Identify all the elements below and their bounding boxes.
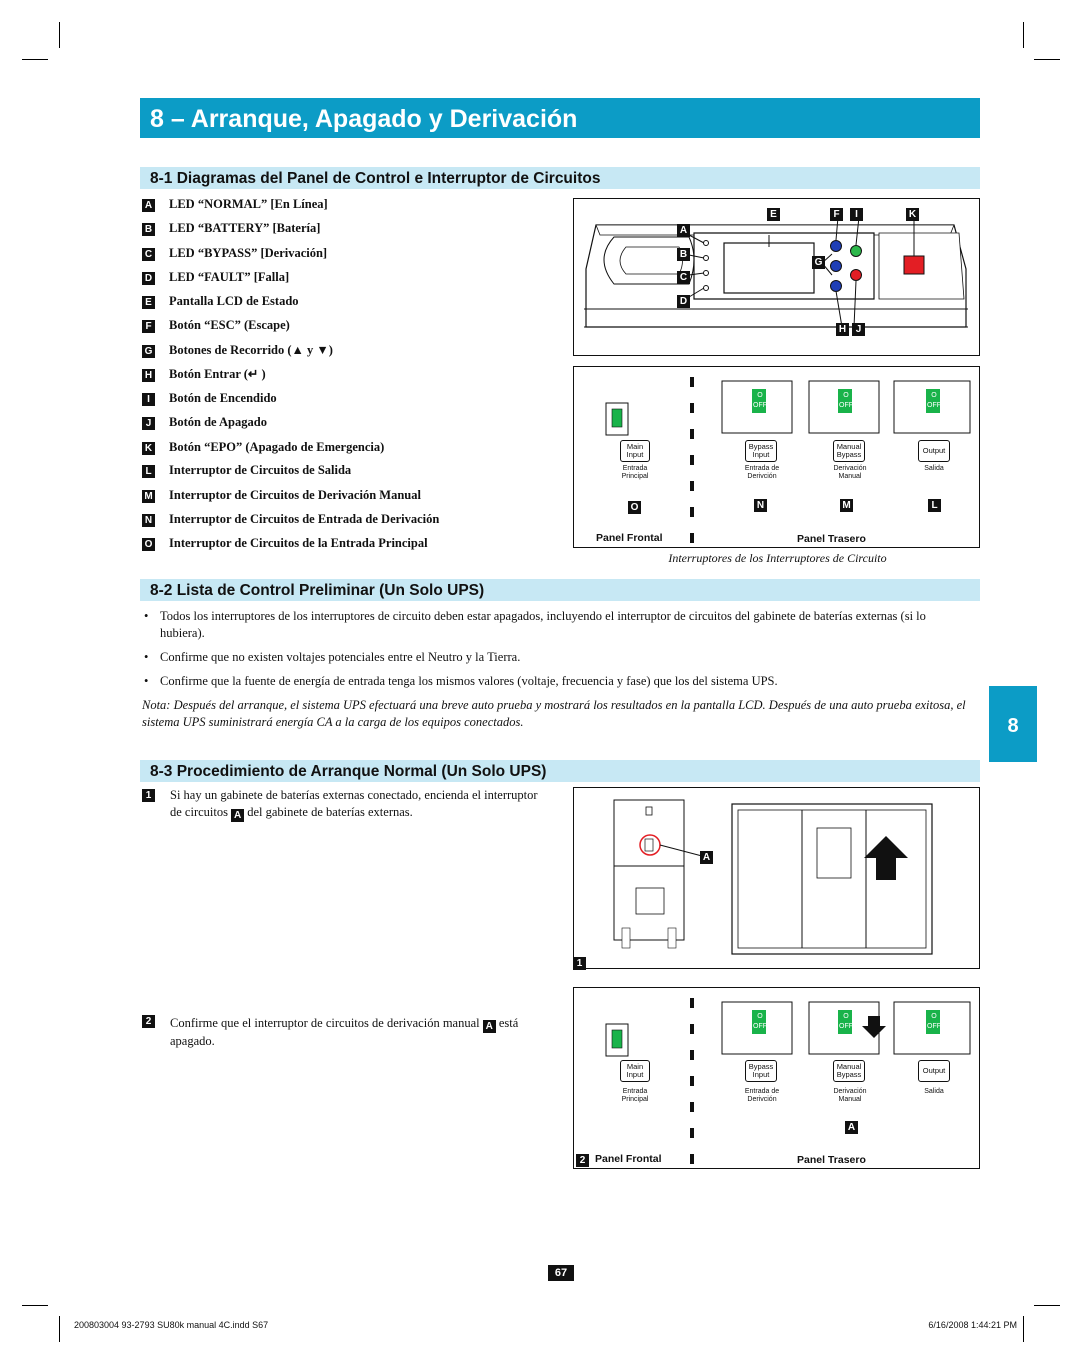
legend-item bbox=[142, 246, 327, 262]
rear-panel-label: Panel Trasero bbox=[797, 533, 866, 545]
legend-item bbox=[142, 270, 289, 286]
section-heading-8-3: 8-3 Procedimiento de Arranque Normal (Un Solo UPS) bbox=[140, 760, 980, 782]
legend-item bbox=[142, 318, 290, 334]
crop-mark bbox=[1023, 1316, 1024, 1342]
note-text: Nota: Después del arranque, el sistema UPS efectuará una breve auto prueba y mostrará los resultados en la pantalla LCD. Después de una auto prueba exitosa, el sistema UPS suministrará energía CA a la carga de los equipos conectados. bbox=[142, 698, 966, 729]
output-switch-on: O bbox=[931, 392, 937, 399]
legend-label: Pantalla LCD de Estado bbox=[169, 294, 299, 308]
legend-key: K bbox=[142, 442, 155, 455]
legend-item bbox=[142, 391, 277, 407]
legend-item bbox=[142, 512, 439, 528]
main-input-caption: Entrada Principal bbox=[621, 465, 649, 480]
figure-caption: Interruptores de los Interruptores de Circuito bbox=[668, 551, 887, 565]
legend-label: Botón de Encendido bbox=[169, 391, 277, 405]
checklist-bullet: • Confirme que no existen voltajes potenciales entre el Neutro y la Tierra. bbox=[142, 649, 972, 666]
legend-key: F bbox=[142, 320, 155, 333]
step-number: 1 bbox=[142, 789, 155, 802]
breaker-label-n: N bbox=[754, 499, 767, 512]
crop-mark bbox=[1023, 22, 1024, 48]
legend-item bbox=[142, 221, 320, 237]
step-number: 2 bbox=[142, 1015, 155, 1028]
output-caption: Salida bbox=[924, 465, 944, 472]
legend-item bbox=[142, 343, 333, 359]
page-title: 8 – Arranque, Apagado y Derivación bbox=[140, 98, 980, 138]
panel-label-c: C bbox=[677, 271, 690, 284]
legend-item bbox=[142, 415, 267, 431]
output-switch-on-2: O bbox=[931, 1013, 937, 1020]
panel-label-f: F bbox=[830, 208, 843, 221]
legend-item bbox=[142, 463, 351, 479]
breaker-label-o: O bbox=[628, 501, 641, 514]
panel-label-i: I bbox=[850, 208, 863, 221]
battery-cabinet-drawing bbox=[574, 788, 978, 967]
bypass-switch-on-2: O bbox=[757, 1013, 763, 1020]
rear-panel-label-2: Panel Trasero bbox=[797, 1154, 866, 1166]
legend-label: LED “BYPASS” [Derivación] bbox=[169, 246, 328, 260]
panel-label-b: B bbox=[677, 248, 690, 261]
crop-mark bbox=[59, 22, 60, 48]
section-heading-8-2: 8-2 Lista de Control Preliminar (Un Solo UPS) bbox=[140, 579, 980, 601]
figure-2-label-a: A bbox=[845, 1121, 858, 1134]
legend-item bbox=[142, 440, 384, 456]
legend-label: Botón Entrar (↵ ) bbox=[169, 367, 266, 381]
legend-item bbox=[142, 488, 421, 504]
footer-file-info: 200803004 93-2793 SU80k manual 4C.indd S67 bbox=[74, 1320, 269, 1330]
step-1-text-a: Si hay un gabinete de baterías externas conectado, encienda el interruptor de circuitos bbox=[170, 788, 538, 819]
footer-timestamp: 6/16/2008 1:44:21 PM bbox=[928, 1320, 1017, 1330]
legend-label: Botón de Apagado bbox=[169, 415, 267, 429]
legend-label: Botón “ESC” (Escape) bbox=[169, 318, 290, 332]
step-2-key: A bbox=[483, 1020, 496, 1033]
chapter-tab: 8 bbox=[989, 686, 1037, 762]
legend-key: M bbox=[142, 490, 155, 503]
legend-key: O bbox=[142, 538, 155, 551]
legend-label: Interruptor de Circuitos de Salida bbox=[169, 463, 352, 477]
page-number: 67 bbox=[548, 1265, 574, 1281]
legend-label: LED “BATTERY” [Batería] bbox=[169, 221, 321, 235]
manual-switch-off-2: OFF bbox=[839, 1023, 853, 1030]
front-panel-label-2: Panel Frontal bbox=[595, 1153, 662, 1165]
output-label: Output bbox=[918, 440, 950, 462]
legend-key: A bbox=[142, 199, 155, 212]
manual-switch-on: O bbox=[843, 392, 849, 399]
bypass-switch-off: OFF bbox=[753, 402, 767, 409]
battery-cabinet-figure bbox=[573, 787, 980, 969]
manual-bypass-caption: Derivación Manual bbox=[833, 465, 867, 480]
control-panel-diagram bbox=[573, 198, 980, 356]
step-2-text-b: está apagado. bbox=[170, 1016, 519, 1048]
legend-key: I bbox=[142, 393, 155, 406]
bypass-switch-off-2: OFF bbox=[753, 1023, 767, 1030]
output-switch-off-2: OFF bbox=[927, 1023, 941, 1030]
main-input-label-2: Main Input bbox=[620, 1060, 650, 1082]
figure-1-number: 1 bbox=[573, 957, 586, 970]
output-caption-2: Salida bbox=[924, 1088, 944, 1095]
bypass-input-label: Bypass Input bbox=[745, 440, 777, 462]
legend-label: Interruptor de Circuitos de Entrada de Derivación bbox=[169, 512, 440, 526]
legend-key: N bbox=[142, 514, 155, 527]
legend-label: LED “NORMAL” [En Línea] bbox=[169, 197, 328, 211]
main-input-caption-2: Entrada Principal bbox=[621, 1088, 649, 1103]
bypass-input-caption: Entrada de Derivción bbox=[744, 465, 780, 480]
panel-label-d: D bbox=[677, 295, 690, 308]
panel-label-j: J bbox=[852, 323, 865, 336]
manual-bypass-label-2: Manual Bypass bbox=[833, 1060, 865, 1082]
output-switch-off: OFF bbox=[927, 402, 941, 409]
crop-mark bbox=[59, 1316, 60, 1342]
legend-label: LED “FAULT” [Falla] bbox=[169, 270, 290, 284]
section-heading-8-1: 8-1 Diagramas del Panel de Control e Interruptor de Circuitos bbox=[140, 167, 980, 189]
panel-label-e: E bbox=[767, 208, 780, 221]
step-1-text bbox=[170, 787, 540, 822]
panel-label-h: H bbox=[836, 323, 849, 336]
checklist-bullet: • Confirme que la fuente de energía de entrada tenga los mismos valores (voltaje, frecuencia y fase) que los del sistema UPS. bbox=[142, 673, 972, 690]
manual-switch-on-2: O bbox=[843, 1013, 849, 1020]
breaker-label-m: M bbox=[840, 499, 853, 512]
legend-item bbox=[142, 367, 266, 383]
legend-key: C bbox=[142, 248, 155, 261]
legend-key: G bbox=[142, 345, 155, 358]
legend-key: H bbox=[142, 369, 155, 382]
panel-label-g: G bbox=[812, 256, 825, 269]
crop-mark bbox=[1034, 1305, 1060, 1306]
step-2-text bbox=[170, 1015, 550, 1050]
crop-mark bbox=[1034, 59, 1060, 60]
main-input-label: Main Input bbox=[620, 440, 650, 462]
output-label-2: Output bbox=[918, 1060, 950, 1082]
checklist-bullet: • Todos los interruptores de los interruptores de circuito deben estar apagados, incluyendo el interruptor de circuitos del gabinete de baterías externas (si lo hubiera). bbox=[142, 608, 972, 642]
front-panel-label: Panel Frontal bbox=[596, 532, 663, 544]
breaker-label-l: L bbox=[928, 499, 941, 512]
crop-mark bbox=[22, 1305, 48, 1306]
step-2-text-a: Confirme que el interruptor de circuitos de derivación manual bbox=[170, 1016, 480, 1030]
legend-item bbox=[142, 536, 428, 552]
crop-mark bbox=[22, 59, 48, 60]
legend-key: E bbox=[142, 296, 155, 309]
legend-key: D bbox=[142, 272, 155, 285]
panel-label-a: A bbox=[677, 224, 690, 237]
figure-2-number: 2 bbox=[576, 1154, 589, 1167]
legend-key: L bbox=[142, 465, 155, 478]
manual-bypass-label: Manual Bypass bbox=[833, 440, 865, 462]
panel-label-k: K bbox=[906, 208, 919, 221]
legend-label: Botón “EPO” (Apagado de Emergencia) bbox=[169, 440, 385, 454]
legend-label: Botones de Recorrido (▲ y ▼) bbox=[169, 343, 333, 357]
legend-label: Interruptor de Circuitos de Derivación Manual bbox=[169, 488, 421, 502]
step-1-key: A bbox=[231, 809, 244, 822]
manual-bypass-caption-2: Derivación Manual bbox=[833, 1088, 867, 1103]
control-panel-drawing bbox=[574, 199, 978, 354]
figure-1-label-a: A bbox=[700, 851, 713, 864]
manual-switch-off: OFF bbox=[839, 402, 853, 409]
legend-item bbox=[142, 197, 328, 213]
step-1-text-b: del gabinete de baterías externas. bbox=[247, 805, 413, 819]
bypass-input-label-2: Bypass Input bbox=[745, 1060, 777, 1082]
bypass-switch-on: O bbox=[757, 392, 763, 399]
legend-item bbox=[142, 294, 299, 310]
legend-key: B bbox=[142, 223, 155, 236]
bypass-input-caption-2: Entrada de Derivción bbox=[744, 1088, 780, 1103]
legend-key: J bbox=[142, 417, 155, 430]
legend-label: Interruptor de Circuitos de la Entrada Principal bbox=[169, 536, 428, 550]
